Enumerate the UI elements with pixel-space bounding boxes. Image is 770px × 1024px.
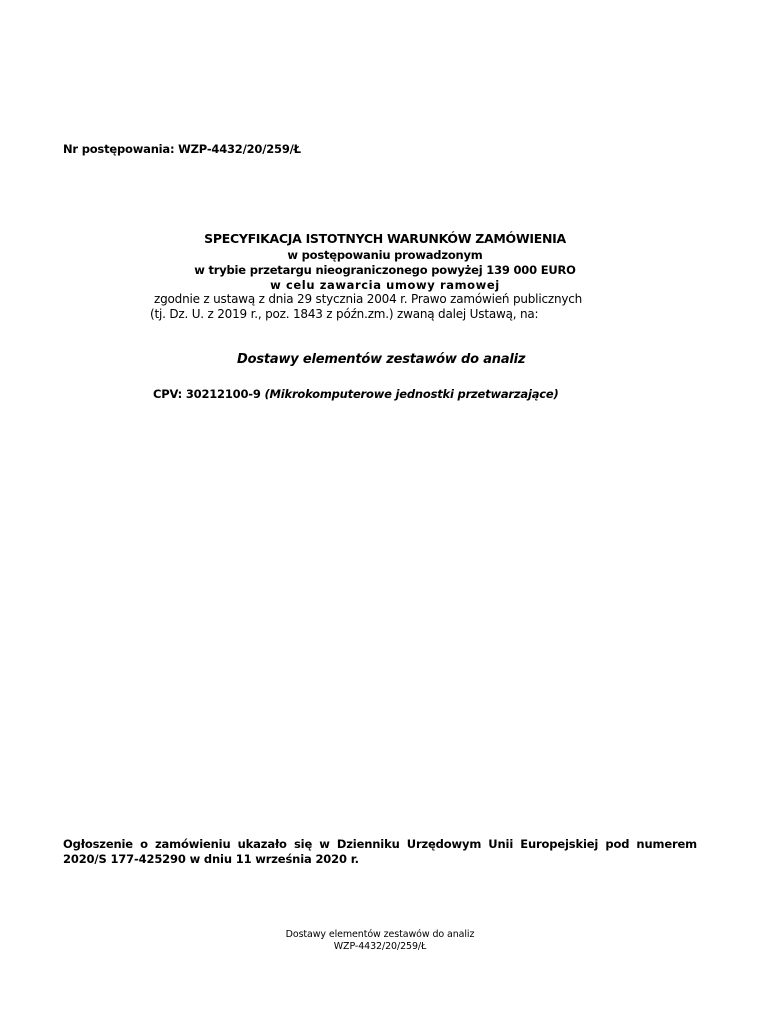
- title-subline-1: w postępowaniu prowadzonym: [287, 248, 483, 262]
- cpv-code: CPV: 30212100-9: [153, 387, 265, 401]
- cpv-code-line: [153, 387, 559, 401]
- publication-notice: [63, 837, 697, 867]
- notice-line-2: 2020/S 177-425290 w dniu 11 września 2020 r.: [63, 852, 359, 866]
- law-reference-line-1: zgodnie z ustawą z dnia 29 stycznia 2004 r. Prawo zamówień publicznych: [154, 292, 583, 306]
- law-reference-line-2: (tj. Dz. U. z 2019 r., poz. 1843 z późn.zm.) zwaną dalej Ustawą, na:: [150, 307, 539, 321]
- title-subline-2: w trybie przetargu nieograniczonego powyżej 139 000 EURO: [194, 263, 576, 277]
- notice-line-1: Ogłoszenie o zamówieniu ukazało się w Dzienniku Urzędowym Unii Europejskiej pod numerem: [63, 837, 697, 851]
- footer-title: Dostawy elementów zestawów do analiz: [285, 929, 475, 940]
- order-subject: Dostawy elementów zestawów do analiz: [237, 352, 526, 367]
- document-title: SPECYFIKACJA ISTOTNYCH WARUNKÓW ZAMÓWIENIA: [204, 231, 566, 246]
- title-subline-3: w celu zawarcia umowy ramowej: [270, 278, 500, 292]
- footer-reference: WZP-4432/20/259/Ł: [333, 941, 427, 952]
- cpv-description: (Mikrokomputerowe jednostki przetwarzające): [264, 387, 559, 401]
- procedure-number: Nr postępowania: WZP-4432/20/259/Ł: [63, 142, 301, 156]
